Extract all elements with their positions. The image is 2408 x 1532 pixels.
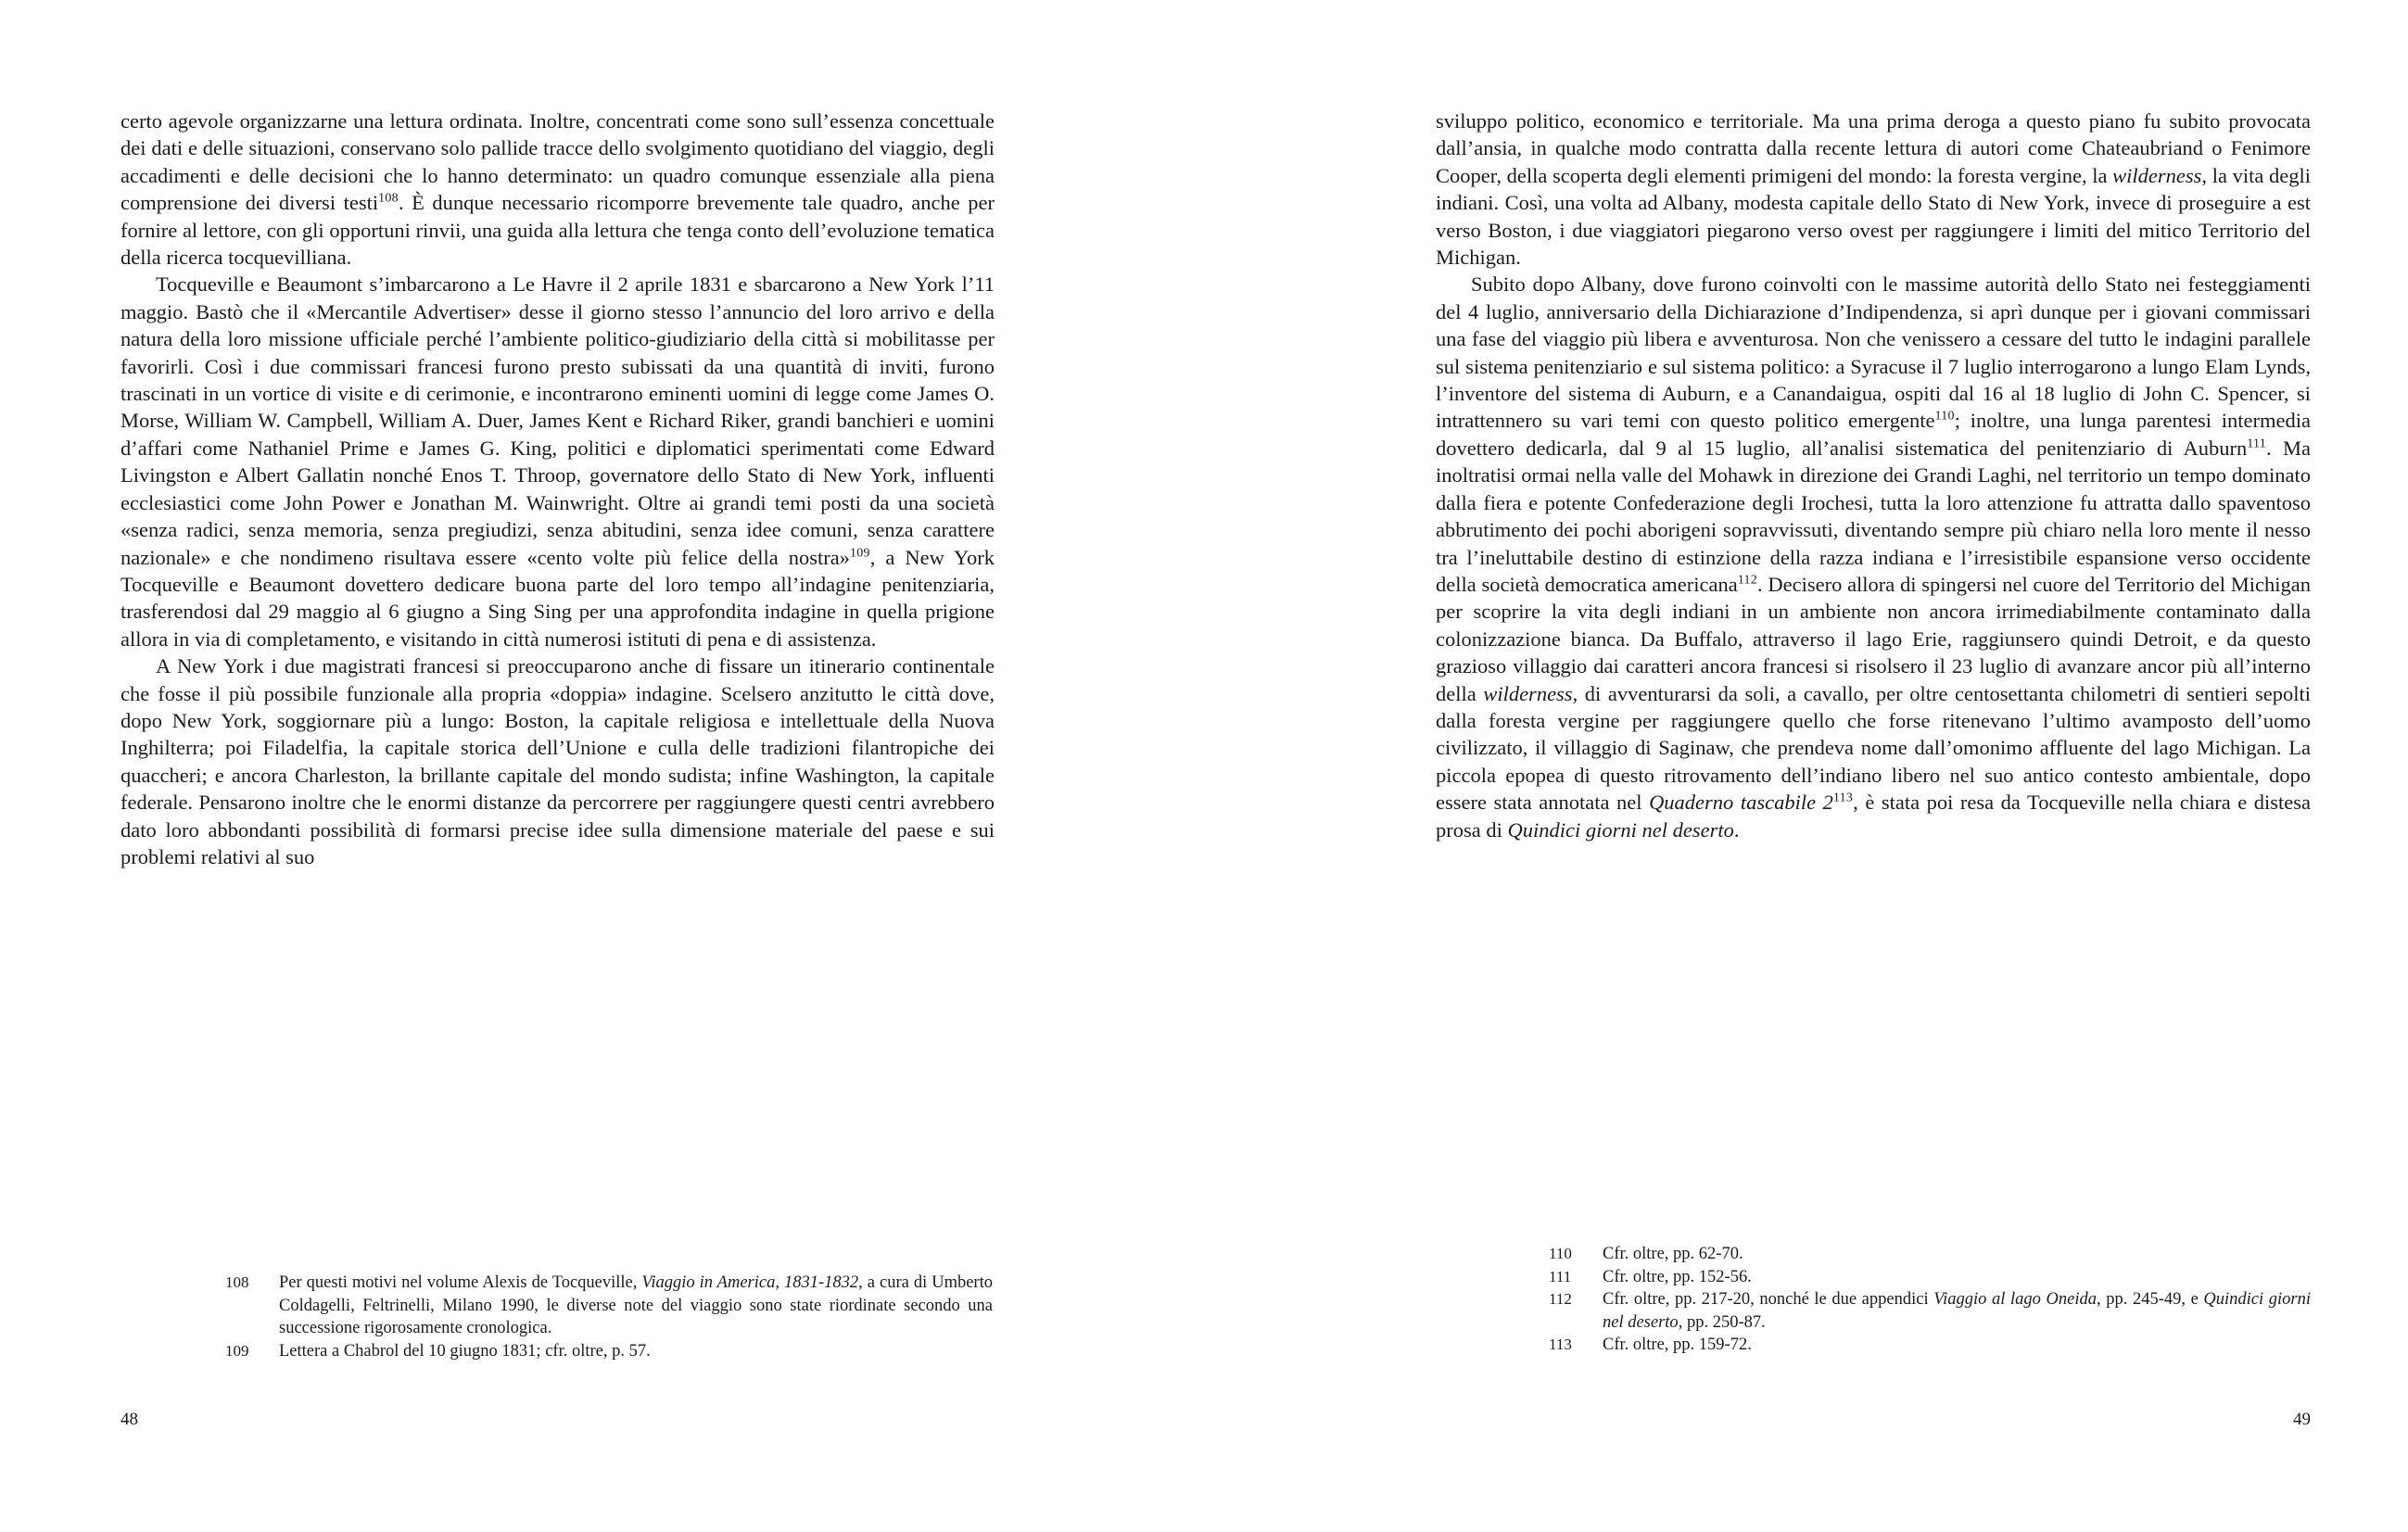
footnote-reference: 109 [849, 546, 870, 560]
text-run: , la vita degli indiani. Così, una volta ad Albany, modesta capitale dello Stato di New York, invece di proseguire a est verso Boston, i due viaggiatori piegarono verso ovest per raggiungere i limiti del mitico Territorio del Michigan. [1436, 163, 2312, 270]
text-run: certo agevole organizzarne una lettura ordinata. Inoltre, concentrati come sono sull’essenza concettuale dei dati e delle situazioni, conservano solo pallide tracce dello svolgimento quotidiano del viaggio, degli accadimenti e delle decisioni che lo hanno determinato: un quadro comunque essenziale alla piena comprensione dei diversi testi [120, 109, 995, 215]
text-run: ; inoltre, una lunga parentesi intermedia dovettero dedicarla, dal 9 al 15 luglio, all’analisi sistematica del penitenziario di Auburn [1436, 409, 2311, 460]
italic-text: Quaderno tascabile 2 [1649, 791, 1833, 815]
text-run: Cfr. oltre, pp. 217-20, nonché le due appendici [1603, 1290, 1934, 1310]
footnote-number: 112 [1549, 1290, 1572, 1309]
text-run: , pp. 245-49, e [2096, 1290, 2204, 1310]
text-run: . È dunque necessario ricomporre brevemente tale quadro, anche per fornire al lettore, con gli opportuni rinvii, una guida alla lettura che tenga conto dell’evoluzione tematica della ricerca tocquevilliana. [120, 191, 995, 270]
footnote [1549, 1243, 2311, 1266]
text-run: Subito dopo Albany, dove furono coinvolti con le massime autorità dello Stato nei festeggiamenti del 4 luglio, anniversario della Dichiarazione d’Indipendenza, si aprì dunque per i giovani commissari una fase del viaggio più libera e avventurosa. Non che venissero a cessare del tutto le indagini parallele sul sistema penitenziario e sul sistema politico: a Syracuse il 7 luglio interrogarono a lungo Elam Lynds, l’inventore del sistema di Auburn, e a Canandaigua, ospiti dal 16 al 18 luglio di John C. Spencer, si intrattennero su vari temi con questo politico emergente [1436, 272, 2311, 433]
text-run: A New York i due magistrati francesi si preoccuparono anche di fissare un itinerario continentale che fosse il più possibile funzionale alla propria «doppia» indagine. Scelsero anzitutto le città dove, dopo New York, soggiornare più a lungo: Boston, la capitale religiosa e intellettuale della Nuova Inghilterra; poi Filadelfia, la capitale storica dell’Unione e culla delle tradizioni filantropiche dei quaccheri; e ancora Charleston, la brillante capitale del mondo sudista; infine Washington, la capitale federale. Pensarono inoltre che le enormi distanze da percorrere per raggiungere questi centri avrebbero dato loro abbondanti possibilità di formarsi precise idee sulla dimensione materiale del paese e sui problemi relativi al suo [120, 654, 995, 868]
footnote [1549, 1266, 2311, 1289]
footnote-reference: 112 [1737, 573, 1758, 588]
footnote-reference: 111 [2247, 437, 2267, 451]
text-run: , è stata poi resa da Tocqueville nella chiara e distesa prosa di [1436, 791, 2311, 842]
text-run: Cfr. oltre, pp. 152-56. [1603, 1267, 1752, 1286]
footnotes-right [1549, 1243, 2311, 1357]
text-run: Cfr. oltre, pp. 159-72. [1603, 1336, 1752, 1355]
italic-text: Viaggio in America, 1831-1832 [641, 1273, 859, 1292]
footnote [1549, 1334, 2311, 1357]
footnote-number: 113 [1549, 1336, 1572, 1354]
italic-text: wilderness [2112, 163, 2202, 187]
text-run: Cfr. oltre, pp. 62-70. [1603, 1245, 1743, 1263]
paragraph [1436, 271, 2311, 843]
text-run: , pp. 250-87. [1678, 1312, 1766, 1332]
page-number-left: 48 [120, 1410, 138, 1429]
text-run: Tocqueville e Beaumont s’imbarcarono a Le Havre il 2 aprile 1831 e sbarcarono a New York l’11 maggio. Bastò che il «Mercantile Advertiser» desse il giorno stesso l’annuncio del loro arrivo e della natura della loro missione ufficiale perché l’ambiente politico-giudiziario della città si mobilitasse per favorirli. Così i due commissari francesi furono presto subissati da una quantità di inviti, furono trascinati in un vortice di visite e di cerimonie, e incontrarono eminenti uomini di legge come James O. Morse, William W. Campbell, William A. Duer, James Kent e Richard Riker, grandi banchieri e uomini d’affari come Nathaniel Prime e James G. King, politici e diplomatici sperimentati come Edward Livingston e Albert Gallatin nonché Enos T. Throop, governatore dello Stato di New York, influenti ecclesiastici come John Power e Jonathan M. Wainwright. Oltre ai grandi temi posti da una società «senza radici, senza memoria, senza pregiudizi, senza abitudini, senza idee comuni, senza carattere nazionale» e che nondimeno risultava essere «cento volte più felice della nostra» [120, 272, 995, 569]
footnote-text [1603, 1288, 2311, 1334]
footnote-reference: 110 [1934, 409, 1955, 424]
footnote-text [1603, 1243, 2311, 1266]
text-run: . Ma inoltratisi ormai nella valle del Mohawk in direzione dei Grandi Laghi, nel territorio un tempo dominato dalla fiera e potente Confederazione degli Irochesi, tutta la loro attenzione fu attratta dallo spaventoso abbrutimento dei pochi aborigeni sopravvissuti, diventando sempre più chiaro nella loro mente il nesso tra l’ineluttabile destino di estinzione della razza indiana e l’irresistibile espansione verso occidente della società democratica americana [1436, 436, 2311, 596]
text-run: Lettera a Chabrol del 10 giugno 1831; cfr. oltre, p. 57. [279, 1341, 651, 1361]
italic-text: Viaggio al lago Oneida [1933, 1290, 2097, 1310]
footnote [1549, 1288, 2311, 1334]
footnote-number: 111 [1549, 1267, 1572, 1285]
text-run: . [1733, 817, 1740, 842]
text-run: , a cura di Umberto Coldagelli, Feltrinelli, Milano 1990, le diverse note del viaggio sono state riordinate secondo una successione rigorosamente cronologica. [279, 1273, 993, 1338]
italic-text: wilderness [1483, 681, 1573, 705]
text-run: . Decisero allora di spingersi nel cuore del Territorio del Michigan per scoprire la vita degli indiani in un ambiente non ancora irrimediabilmente contaminato dalla colonizzazione bianca. Da Buffalo, attraverso il lago Erie, raggiunsero quindi Detroit, e da questo grazioso villaggio dai caratteri ancora francesi si risolsero il 23 luglio di avanzare ancor più all’interno della [1436, 572, 2311, 705]
page-number-right: 49 [2293, 1410, 2311, 1429]
footnote-text [1603, 1266, 2311, 1289]
paragraph [1436, 108, 2311, 271]
text-run: Per questi motivi nel volume Alexis de Tocqueville, [279, 1273, 642, 1292]
body-text-right [1436, 108, 2311, 843]
italic-text: Quindici giorni nel deserto [1603, 1290, 2311, 1332]
footnote-number: 108 [225, 1273, 249, 1291]
footnote-number: 110 [1549, 1245, 1572, 1262]
footnote-text [1603, 1334, 2311, 1357]
text-run: , a New York Tocqueville e Beaumont dovettero dedicare buona parte del loro tempo all’indagine penitenziaria, trasferendosi dal 29 maggio al 6 giugno a Sing Sing per una approfondita indagine in quella prigione allora in via di completamento, e visitando in città numerosi istituti di pena e di assistenza. [120, 545, 995, 651]
footnote-reference: 108 [378, 191, 399, 206]
footnote-number: 109 [225, 1341, 249, 1360]
italic-text: Quindici giorni nel deserto [1507, 817, 1734, 842]
footnote-reference: 113 [1832, 791, 1854, 805]
text-run: , di avventurarsi da soli, a cavallo, per oltre centosettanta chilometri di sentieri sepolti dalla foresta vergine per raggiungere quello che forse ritenevano l’ultimo avamposto dell’uomo civilizzato, il villaggio di Saginaw, che prendeva nome dall’omonimo affluente del lago Michigan. La piccola epopea di questo ritrovamento dell’indiano libero nel suo antico contesto ambientale, dopo essere stata annotata nel [1436, 681, 2311, 815]
text-run: sviluppo politico, economico e territoriale. Ma una prima deroga a questo piano fu subito provocata dall’ansia, in qualche modo contratta dalla recente lettura di autori come Chateaubriand o Fenimore Cooper, della scoperta degli elementi primigeni del mondo: la foresta vergine, la [1436, 109, 2311, 187]
